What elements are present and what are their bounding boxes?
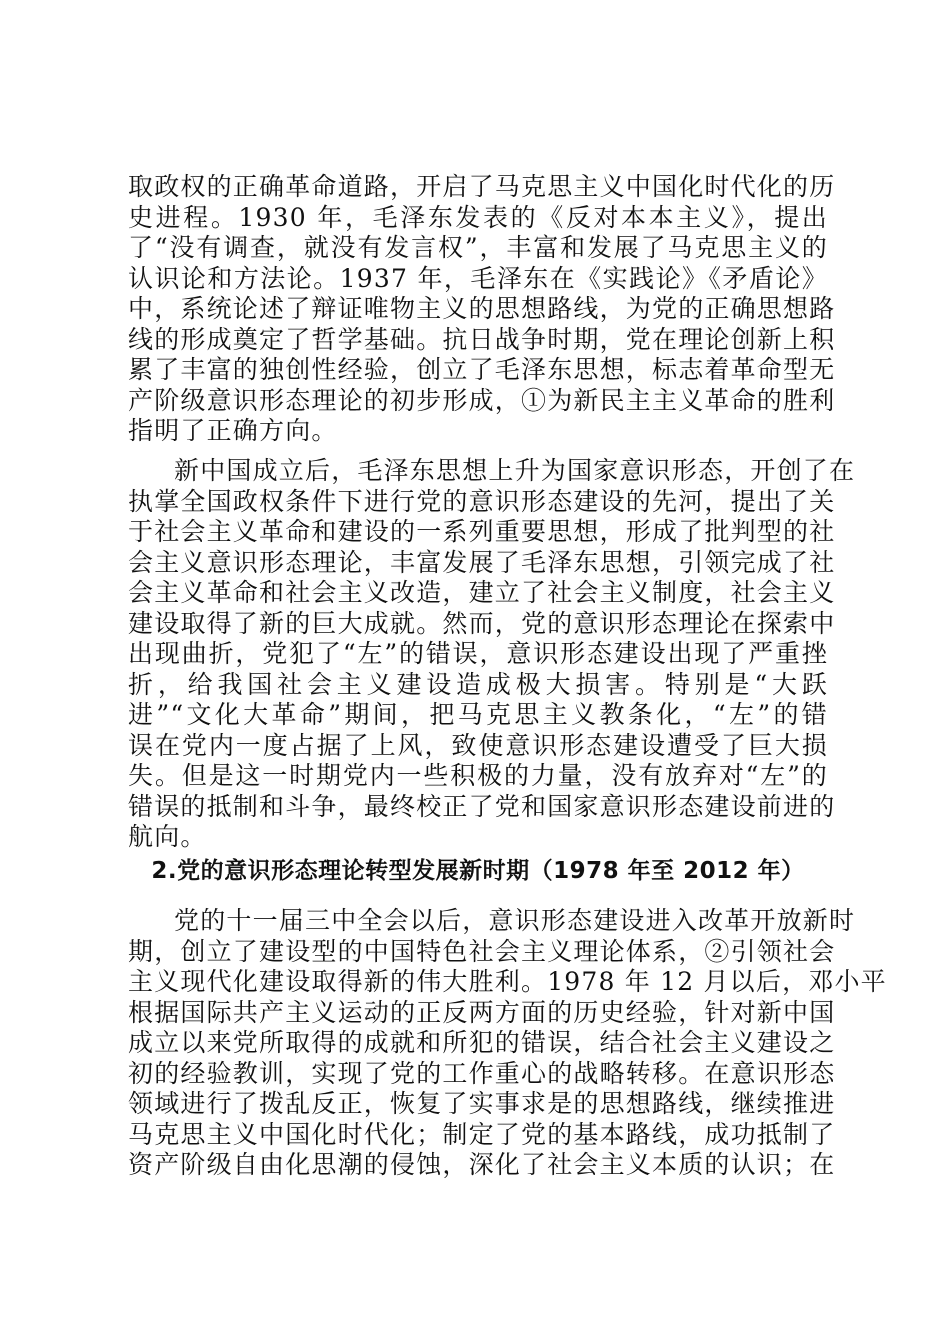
paragraph-2 bbox=[128, 456, 856, 853]
paragraph-line: 资产阶级自由化思潮的侵蚀，深化了社会主义本质的认识；在 bbox=[128, 1150, 836, 1179]
paragraph-line: 建设取得了新的巨大成就。然而，党的意识形态理论在探索中 bbox=[128, 608, 836, 638]
paragraph-line: 航向。 bbox=[128, 822, 207, 851]
paragraph-line: 线的形成奠定了哲学基础。抗日战争时期，党在理论创新上积 bbox=[128, 324, 836, 354]
paragraph-line: 初的经验教训，实现了党的工作重心的战略转移。在意识形态 bbox=[128, 1058, 836, 1088]
paragraph-line: 会主义意识形态理论，丰富发展了毛泽东思想，引领完成了社 bbox=[128, 547, 836, 577]
paragraph-line: 指明了正确方向。 bbox=[128, 416, 338, 445]
paragraph-line: 错误的抵制和斗争，最终校正了党和国家意识形态建设前进的 bbox=[128, 791, 836, 821]
paragraph-line: 了“没有调查，就没有发言权”，丰富和发展了马克思主义的 bbox=[128, 233, 828, 262]
paragraph-3 bbox=[128, 906, 887, 1181]
paragraph-1 bbox=[128, 172, 836, 447]
paragraph-line: 误在党内一度占据了上风，致使意识形态建设遭受了巨大损 bbox=[128, 730, 828, 760]
section-heading: 2.党的意识形态理论转型发展新时期（1978 年至 2012 年） bbox=[151, 858, 805, 884]
paragraph-line: 领域进行了拨乱反正，恢复了实事求是的思想路线，继续推进 bbox=[128, 1089, 836, 1118]
paragraph-line: 取政权的正确革命道路，开启了马克思主义中国化时代化的历 bbox=[128, 172, 836, 201]
paragraph-line: 马克思主义中国化时代化；制定了党的基本路线，成功抵制了 bbox=[128, 1119, 836, 1149]
paragraph-line: 新中国成立后，毛泽东思想上升为国家意识形态，开创了在 bbox=[174, 456, 856, 485]
paragraph-line: 产阶级意识形态理论的初步形成，①为新民主主义革命的胜利 bbox=[128, 385, 836, 415]
paragraph-line: 认识论和方法论。1937 年，毛泽东在《实践论》《矛盾论》 bbox=[128, 263, 828, 293]
paragraph-line: 折，给我国社会主义建设造成极大损害。特别是“大跃 bbox=[128, 669, 828, 699]
paragraph-line: 累了丰富的独创性经验，创立了毛泽东思想，标志着革命型无 bbox=[128, 355, 836, 384]
paragraph-line: 出现曲折，党犯了“左”的错误，意识形态建设出现了严重挫 bbox=[128, 639, 828, 668]
paragraph-line: 中，系统论述了辩证唯物主义的思想路线，为党的正确思想路 bbox=[128, 294, 836, 323]
paragraph-line: 史进程。1930 年，毛泽东发表的《反对本本主义》，提出 bbox=[128, 202, 828, 232]
paragraph-line: 主义现代化建设取得新的伟大胜利。1978 年 12 月以后，邓小平 bbox=[128, 967, 887, 996]
paragraph-line: 于社会主义革命和建设的一系列重要思想，形成了批判型的社 bbox=[128, 517, 836, 546]
paragraph-line: 根据国际共产主义运动的正反两方面的历史经验，针对新中国 bbox=[128, 997, 836, 1027]
paragraph-line: 期，创立了建设型的中国特色社会主义理论体系，②引领社会 bbox=[128, 936, 836, 966]
paragraph-line: 进”“文化大革命”期间，把马克思主义教条化，“左”的错 bbox=[128, 700, 828, 729]
paragraph-line: 会主义革命和社会主义改造，建立了社会主义制度，社会主义 bbox=[128, 578, 836, 607]
paragraph-line: 党的十一届三中全会以后，意识形态建设进入改革开放新时 bbox=[174, 906, 856, 935]
paragraph-line: 成立以来党所取得的成就和所犯的错误，结合社会主义建设之 bbox=[128, 1028, 836, 1057]
paragraph-line: 失。但是这一时期党内一些积极的力量，没有放弃对“左”的 bbox=[128, 761, 828, 790]
paragraph-line: 执掌全国政权条件下进行党的意识形态建设的先河，提出了关 bbox=[128, 486, 836, 516]
